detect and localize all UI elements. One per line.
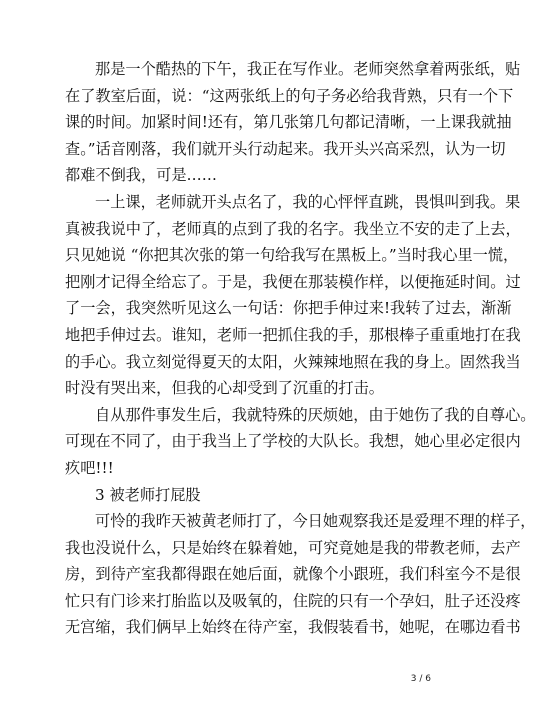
- text-line: 可怜的我昨天被黄老师打了，今日她观察我还是爱理不理的样子，: [95, 512, 535, 531]
- text-line: 课的时间。加紧时间!还有，第几张第几句都记清晰，一上课我就抽: [65, 113, 512, 132]
- text-line: 真被我说中了，老师真的点到了我的名字。我坐立不安的走了上去，: [65, 219, 521, 238]
- text-line: 疚吧!!!: [65, 458, 114, 477]
- page-number: 3 / 6: [410, 674, 431, 684]
- text-line: 的手心。我立刻觉得夏天的太阳，火辣辣地照在我的身上。固然我当: [65, 352, 521, 371]
- text-line: 查。”话音刚落，我们就开头行动起来。我开头兴高采烈，认为一切: [65, 139, 506, 158]
- text-line: 忙只有门诊来打胎监以及吸氧的，住院的只有一个孕妇，肚子还没疼: [65, 591, 521, 610]
- text-line: 只见她说 “你把其次张的第一句给我写在黑板上。”当时我心里一慌，: [65, 246, 519, 265]
- text-line: 时没有哭出来，但我的心却受到了沉重的打击。: [65, 379, 384, 398]
- section-heading: 3 被老师打屁股: [95, 485, 201, 504]
- text-line: 自从那件事发生后，我就特殊的厌烦她，由于她伤了我的自尊心。: [95, 405, 535, 424]
- text-line: 那是一个酷热的下午，我正在写作业。老师突然拿着两张纸，贴: [95, 60, 521, 78]
- document-body: [65, 56, 535, 641]
- text-line: 我也没说什么，只是始终在躲着她，可究竟她是我的带教老师，去产: [65, 538, 521, 557]
- text-line: 地把手伸过去。谁知，老师一把抓住我的手，那根棒子重重地打在我: [65, 325, 521, 344]
- text-line: 一上课，老师就开头点名了，我的心怦怦直跳，畏惧叫到我。果: [95, 192, 521, 211]
- text-line: 房，到待产室我都得跟在她后面，就像个小跟班，我们科室今不是很: [65, 565, 521, 584]
- text-line: 可现在不同了，由于我当上了学校的大队长。我想，她心里必定很内: [65, 432, 521, 451]
- text-line: 了一会，我突然听见这么一句话：你把手伸过来!我转了过去，渐渐: [65, 299, 512, 318]
- text-line: 都难不倒我，可是……: [65, 166, 217, 185]
- text-line: 无宫缩，我们俩早上始终在待产室，我假装看书，她呢，在哪边看书: [65, 618, 521, 637]
- text-line: 把刚才记得全给忘了。于是，我便在那装模作样，以便拖延时间。过: [65, 272, 521, 291]
- text-line: 在了教室后面，说：“这两张纸上的句子务必给我背熟，只有一个下: [65, 86, 514, 105]
